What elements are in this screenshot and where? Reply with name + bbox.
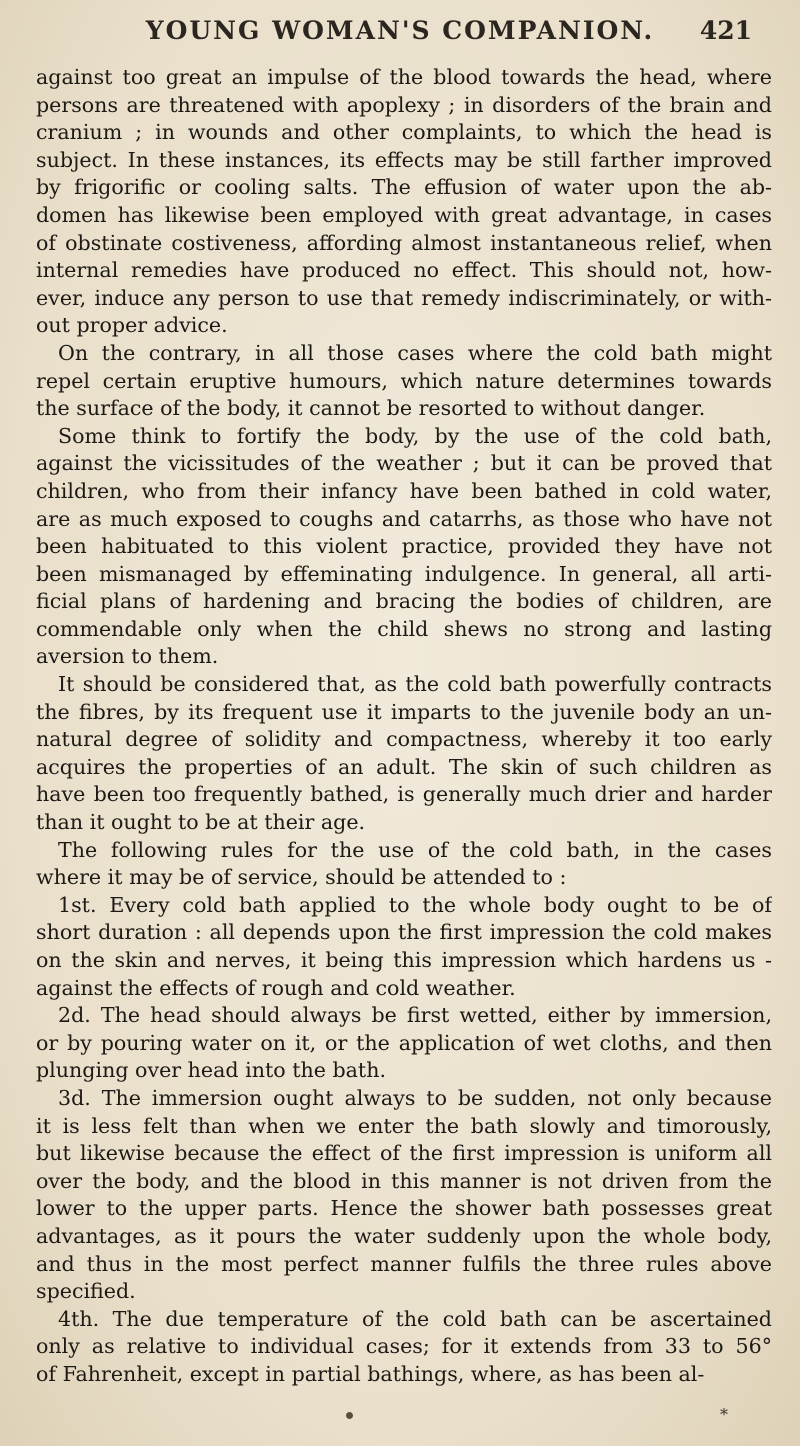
text-line: and thus in the most perfect manner fulfils the three rules above (36, 1251, 772, 1276)
text-line: only as relative to individual cases; for it extends from 33 to 56° (36, 1334, 772, 1359)
text-line: but likewise because the effect of the first impression is uniform all (36, 1141, 772, 1166)
text-line: specified. (36, 1279, 136, 1304)
body-text (36, 64, 772, 1424)
running-head: YOUNG WOMAN'S COMPANION. (145, 16, 655, 45)
text-line: domen has likewise been employed with great advantage, in cases (36, 202, 772, 227)
text-line: the fibres, by its frequent use it imparts to the juvenile body an un- (36, 699, 772, 724)
text-line: have been too frequently bathed, is generally much drier and harder (36, 782, 772, 807)
ink-spot (346, 1412, 353, 1419)
text-line: 1st. Every cold bath applied to the whole body ought to be of (58, 892, 772, 917)
text-line: on the skin and nerves, it being this impression which hardens us - (36, 948, 772, 972)
text-line: subject. In these instances, its effects may be still farther improved (36, 147, 772, 172)
text-line: 2d. The head should always be first wetted, either by immersion, (58, 1003, 772, 1028)
text-line: it is less felt than when we enter the bath slowly and timorously, (36, 1113, 772, 1138)
text-line: than it ought to be at their age. (36, 810, 366, 835)
text-line: plunging over head into the bath. (36, 1058, 387, 1083)
text-line: ficial plans of hardening and bracing the bodies of children, are (36, 589, 772, 614)
text-line: cranium ; in wounds and other complaints, to which the head is (36, 120, 772, 145)
text-line: been mismanaged by effeminating indulgence. In general, all arti- (36, 561, 772, 586)
text-line: 3d. The immersion ought always to be sudden, not only because (58, 1085, 772, 1110)
page-header (0, 12, 800, 56)
page-number: 421 (699, 16, 752, 45)
text-line: It should be considered that, as the cold bath powerfully contracts (58, 672, 772, 697)
text-line: ever, induce any person to use that remedy indiscriminately, or with- (36, 285, 772, 310)
text-line: advantages, as it pours the water suddenly upon the whole body, (36, 1223, 772, 1248)
text-line: are as much exposed to coughs and catarrhs, as those who have not (36, 506, 772, 531)
footer-mark: * (720, 1405, 728, 1424)
text-line: the surface of the body, it cannot be resorted to without danger. (36, 396, 706, 421)
text-line: acquires the properties of an adult. The skin of such children as (36, 754, 772, 779)
text-line: The following rules for the use of the cold bath, in the cases (58, 837, 772, 862)
text-line: Some think to fortify the body, by the use of the cold bath, (58, 423, 772, 448)
text-line: been habituated to this violent practice, provided they have not (36, 534, 772, 559)
text-line: lower to the upper parts. Hence the shower bath possesses great (36, 1196, 772, 1221)
text-line: against the effects of rough and cold weather. (36, 975, 516, 1000)
text-line: commendable only when the child shews no strong and lasting (36, 616, 772, 641)
text-line: by frigorific or cooling salts. The effusion of water upon the ab- (36, 175, 772, 200)
text-line: repel certain eruptive humours, which nature determines towards (36, 368, 772, 393)
text-line: against too great an impulse of the blood towards the head, where (36, 65, 772, 89)
text-line: where it may be of service, should be attended to : (36, 865, 567, 890)
text-line: short duration : all depends upon the first impression the cold makes (36, 920, 772, 945)
text-line: of Fahrenheit, except in partial bathings, where, as has been al- (36, 1361, 705, 1386)
text-line: of obstinate costiveness, affording almost instantaneous relief, when (36, 230, 772, 255)
text-line: aversion to them. (36, 644, 219, 669)
text-line: natural degree of solidity and compactness, whereby it too early (36, 727, 772, 752)
text-line: or by pouring water on it, or the application of wet cloths, and then (36, 1030, 772, 1055)
text-line: internal remedies have produced no effect. This should not, how- (36, 258, 772, 283)
text-line: persons are threatened with apoplexy ; in disorders of the brain and (36, 92, 772, 117)
text-line: 4th. The due temperature of the cold bath can be ascertained (58, 1306, 772, 1331)
text-line: children, who from their infancy have been bathed in cold water, (36, 478, 772, 503)
text-line: out proper advice. (36, 313, 228, 338)
text-line: over the body, and the blood in this manner is not driven from the (36, 1168, 772, 1193)
text-line: On the contrary, in all those cases where the cold bath might (58, 340, 772, 365)
text-line: against the vicissitudes of the weather ; but it can be proved that (36, 451, 772, 476)
